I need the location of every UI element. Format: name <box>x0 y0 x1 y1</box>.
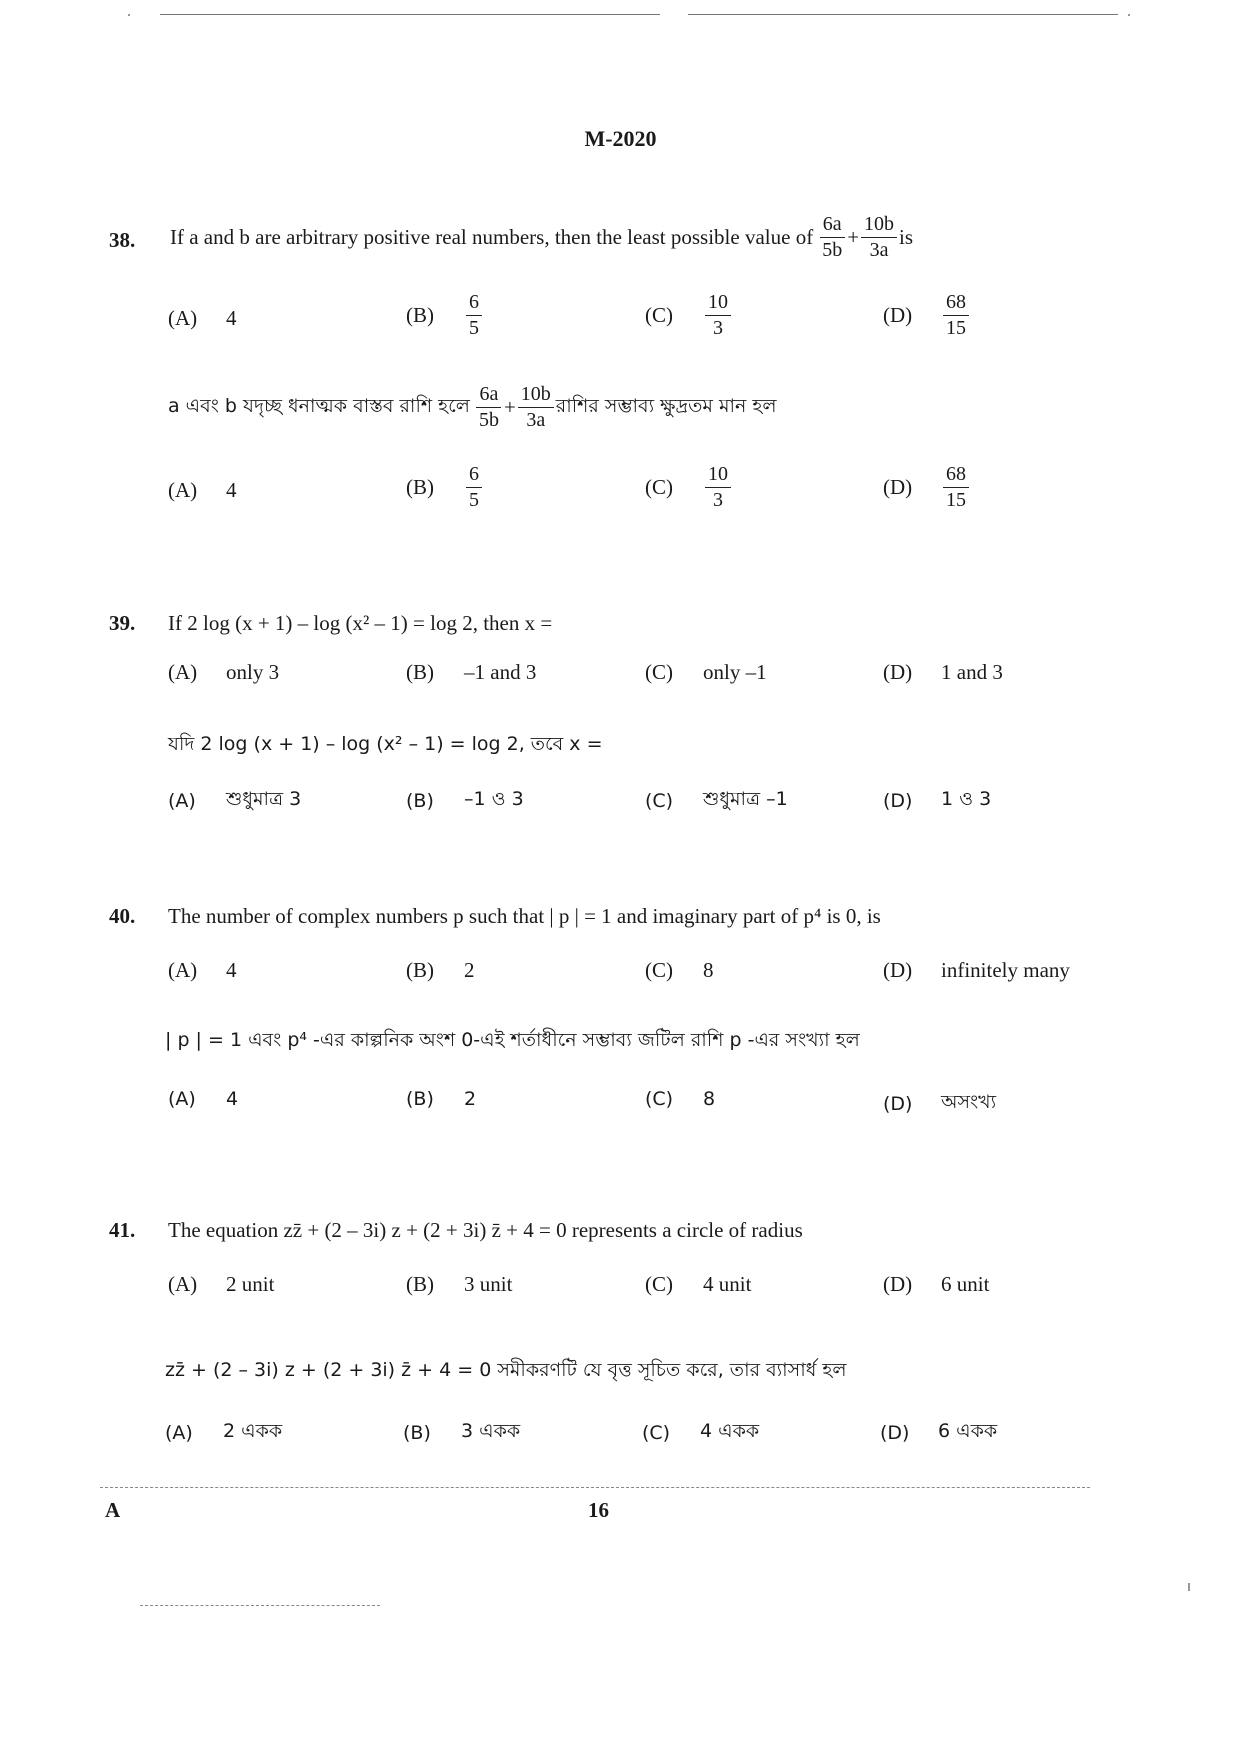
q38-frac2-den: 3a <box>869 239 889 261</box>
q39-bn-option-b: (B) –1 ও 3 <box>406 788 524 812</box>
q40-en-option-a: (A) 4 <box>168 958 237 982</box>
q38-bn-text: a এবং b যদৃচ্ছ ধনাত্মক বাস্তব রাশি হলে $\frac{6a}{5b}$ + $\frac{10b}{3a}$ রাশির সম্ভাব্য ক্ষুদ্রতম মান হল <box>168 383 777 431</box>
q41-bn-option-c: (C) 4 একক <box>642 1420 760 1444</box>
q38-en-option-b: (B) $\frac{6}{5}$ <box>406 290 484 341</box>
q41-bn-text: zz̄ + (2 – 3i) z + (2 + 3i) z̄ + 4 = 0 সমীকরণটি যে বৃত্ত সূচিত করে, তার ব্যাসার্ধ হল <box>165 1359 847 1381</box>
q40-bn-text: | p | = 1 এবং p⁴ -এর কাল্পনিক অংশ 0-এই শর্তাধীনে সম্ভাব্য জটিল রাশি p -এর সংখ্যা হল <box>165 1029 860 1051</box>
q38-frac1-num: 6a <box>820 212 845 238</box>
q39-en-option-d: (D) 1 and 3 <box>883 660 1003 684</box>
q40-en-text: The number of complex numbers p such that | p | = 1 and imaginary part of p⁴ is 0, is <box>168 904 881 928</box>
q41-en-text: The equation zz̄ + (2 – 3i) z + (2 + 3i) z̄ + 4 = 0 represents a circle of radius <box>168 1218 803 1242</box>
q38-frac1 <box>819 212 845 263</box>
q38-plus: + <box>847 225 860 249</box>
scan-speck <box>128 14 130 16</box>
q40-bn-option-d: (D) অসংখ্য <box>883 1091 997 1115</box>
q41-bn-option-d: (D) 6 একক <box>880 1420 998 1444</box>
q39-en-option-a: (A) only 3 <box>168 660 280 684</box>
q38-en-text-after: is <box>899 225 914 249</box>
q38-en-text <box>170 212 913 263</box>
top-rule-right <box>688 14 1118 15</box>
q39-bn-option-a: (A) শুধুমাত্র 3 <box>168 788 302 812</box>
q38-frac2-num: 10b <box>861 212 897 238</box>
footer-rule <box>100 1487 1090 1488</box>
q41-bn-option-a: (A) 2 একক <box>165 1420 283 1444</box>
q39-en-option-c: (C) only –1 <box>645 660 767 684</box>
q39-en-text: If 2 log (x + 1) – log (x² – 1) = log 2, then x = <box>168 611 553 635</box>
q38-bn-option-a: (A) 4 <box>168 478 237 502</box>
q40-bn-option-c: (C) 8 <box>645 1088 716 1110</box>
top-rule-left <box>160 14 660 15</box>
q38-bn-option-c: (C) $\frac{10}{3}$ <box>645 462 733 513</box>
scan-speck <box>1128 14 1130 16</box>
q41-en-option-b: (B) 3 unit <box>406 1272 513 1296</box>
q40-bn-option-b: (B) 2 <box>406 1088 477 1110</box>
bottom-scan-rule <box>140 1605 380 1606</box>
page-header-code: M-2020 <box>584 126 657 151</box>
q38-number: 38. <box>109 228 136 252</box>
q38-frac2 <box>861 212 897 263</box>
q40-en-option-d: (D) infinitely many <box>883 958 1070 982</box>
q39-bn-text: যদি 2 log (x + 1) – log (x² – 1) = log 2, তবে x = <box>168 733 603 755</box>
scan-speck <box>1188 1583 1190 1591</box>
q41-en-option-c: (C) 4 unit <box>645 1272 752 1296</box>
q40-en-option-b: (B) 2 <box>406 958 475 982</box>
q40-en-option-c: (C) 8 <box>645 958 714 982</box>
footer-page-number: 16 <box>588 1498 609 1522</box>
q38-en-text-before: If a and b are arbitrary positive real numbers, then the least possible value of <box>170 225 814 249</box>
q40-number: 40. <box>109 904 136 928</box>
q38-bn-text-after: রাশির সম্ভাব্য ক্ষুদ্রতম মান হল <box>555 394 777 417</box>
q38-bn-text-before: a এবং b যদৃচ্ছ ধনাত্মক বাস্তব রাশি হলে <box>168 394 470 417</box>
q38-bn-option-d: (D) $\frac{68}{15}$ <box>883 462 971 513</box>
q38-en-option-d: (D) $\frac{68}{15}$ <box>883 290 971 341</box>
q40-bn-option-a: (A) 4 <box>168 1088 239 1110</box>
q38-frac1-den: 5b <box>822 239 843 261</box>
q38-en-option-a: (A) 4 <box>168 306 237 330</box>
q41-bn-option-b: (B) 3 একক <box>403 1420 521 1444</box>
footer-set-code: A <box>105 1498 121 1522</box>
q41-number: 41. <box>109 1218 136 1242</box>
q41-en-option-a: (A) 2 unit <box>168 1272 275 1296</box>
q41-en-option-d: (D) 6 unit <box>883 1272 990 1296</box>
q39-bn-option-c: (C) শুধুমাত্র –1 <box>645 788 788 812</box>
q39-number: 39. <box>109 611 136 635</box>
q39-en-option-b: (B) –1 and 3 <box>406 660 537 684</box>
q39-bn-option-d: (D) 1 ও 3 <box>883 788 992 812</box>
q38-en-option-c: (C) $\frac{10}{3}$ <box>645 290 733 341</box>
q38-bn-option-b: (B) $\frac{6}{5}$ <box>406 462 484 513</box>
